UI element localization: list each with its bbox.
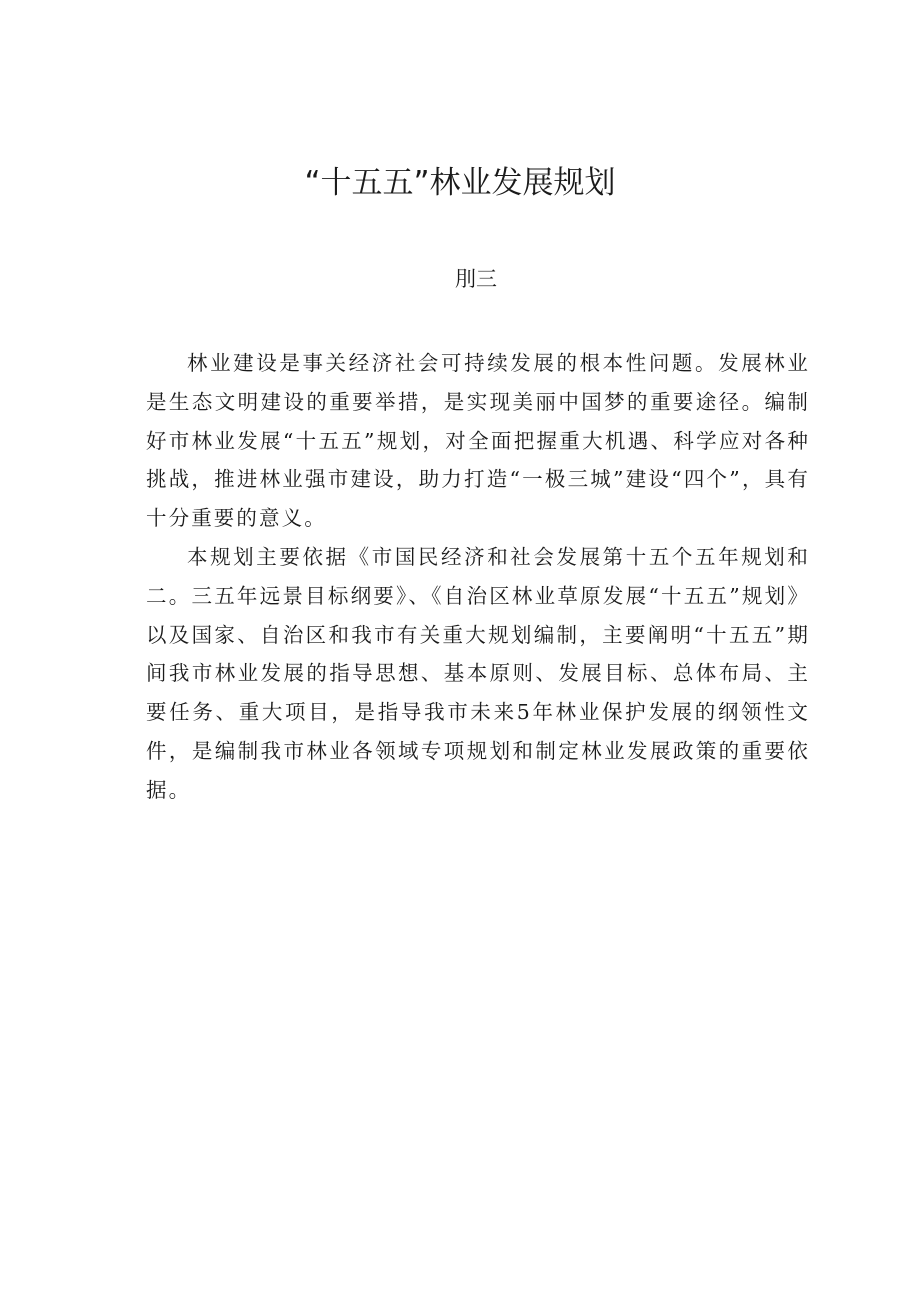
document-title: “十五五”林业发展规划 xyxy=(304,165,616,201)
paragraph-1: 林业建设是事关经济社会可持续发展的根本性问题。发展林业是生态文明建设的重要举措，是实现美丽中国梦的重要途径。编制好市林业发展“十五五”规划，对全面把握重大机遇、科学应对各种挑战，推进林业强市建设，助力打造“一极三城”建设“四个”，具有十分重要的意义。 xyxy=(146,351,810,531)
document-body xyxy=(146,344,810,810)
section-heading: 刖三 xyxy=(455,267,497,291)
paragraph-2: 本规划主要依据《市国民经济和社会发展第十五个五年规划和二。三五年远景目标纲要》、《自治区林业草原发展“十五五”规划》以及国家、自治区和我市有关重大规划编制，主要阐明“十五五”期间我市林业发展的指导思想、基本原则、发展目标、总体布局、主要任务、重大项目，是指导我市未来5年林业保护发展的纲领性文件，是编制我市林业各领域专项规划和制定林业发展政策的重要依据。 xyxy=(146,544,810,802)
